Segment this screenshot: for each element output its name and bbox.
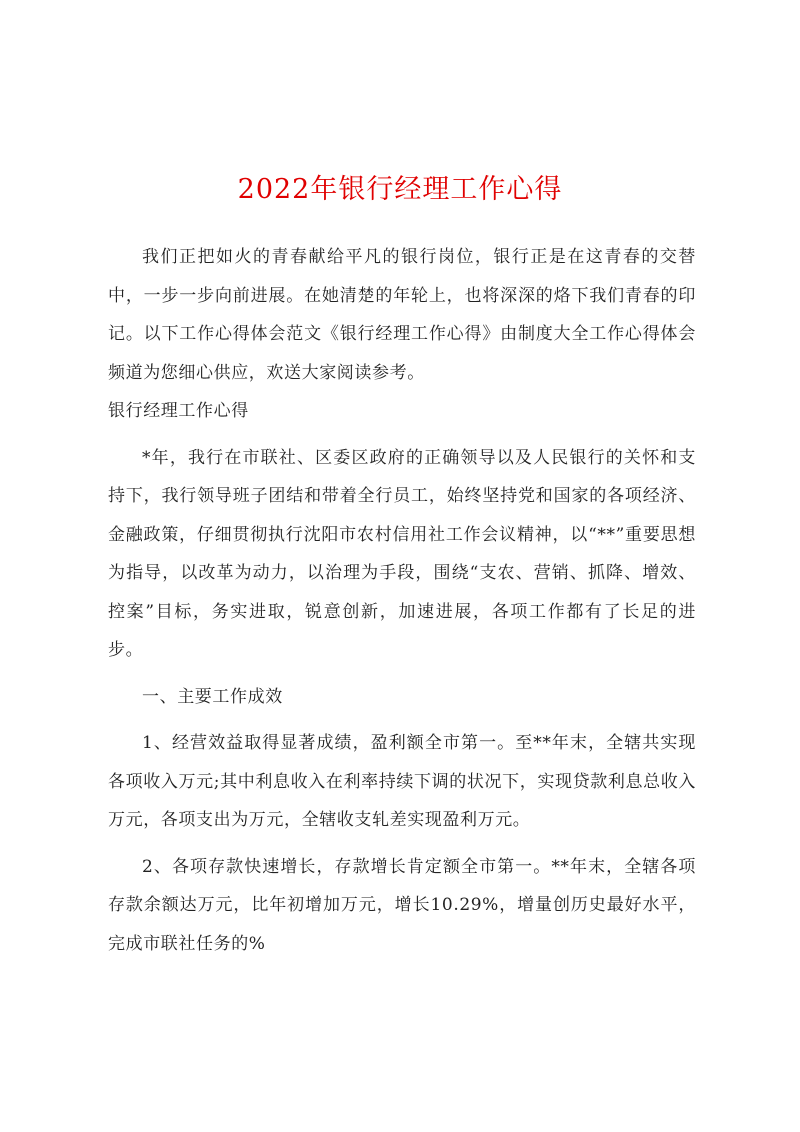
subsection-heading: 一、主要工作成效 <box>142 686 283 707</box>
summary-paragraph: *年，我行在市联社、区委区政府的正确领导以及人民银行的关怀和支持下，我行领导班子团结和带着全行员工，始终坚持党和国家的各项经济、金融政策，仔细贯彻执行沈阳市农村信用社工作会议精神，以“**”重要思想为指导，以改革为动力，以治理为手段，围绕“支农、营销、抓降、增效、控案”目标，务实进取，锐意创新，加速进展，各项工作都有了长足的进步。 <box>108 447 696 660</box>
intro-paragraph: 我们正把如火的青春献给平凡的银行岗位，银行正是在这青春的交替中，一步一步向前进展。在她清楚的年轮上，也将深深的烙下我们青春的印记。以下工作心得体会范文《银行经理工作心得》由制度大全工作心得体会频道为您细心供应，欢送大家阅读参考。 <box>108 247 696 383</box>
document-title: 2022年银行经理工作心得 <box>237 174 563 205</box>
document-body <box>108 238 696 963</box>
result-paragraph-1: 1、经营效益取得显著成绩，盈利额全市第一。至**年末，全辖共实现各项收入万元;其中利息收入在利率持续下调的状况下，实现贷款利息总收入万元，各项支出为万元，全辖收支轧差实现盈利万元。 <box>108 733 696 830</box>
section-heading: 银行经理工作心得 <box>108 401 249 421</box>
result-paragraph-2: 2、各项存款快速增长，存款增长肯定额全市第一。**年末，全辖各项存款余额达万元，比年初增加万元，增长10.29%，增量创历史最好水平，完成市联社任务的% <box>108 856 696 954</box>
